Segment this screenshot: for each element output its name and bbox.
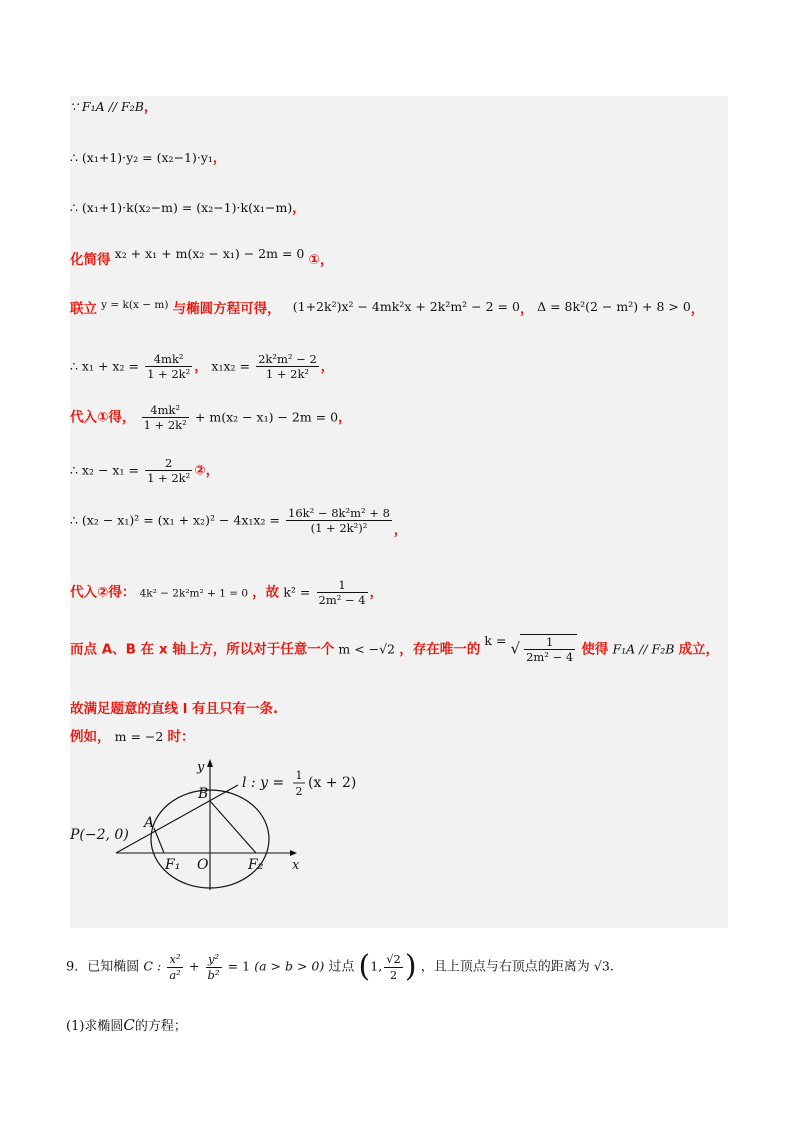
label-a: A bbox=[144, 815, 155, 831]
line-coef-num: 1 bbox=[295, 769, 303, 782]
label-f2: F₂ bbox=[248, 857, 264, 873]
math-square-prefix: ∴ (x₂ − x₁)² = (x₁ + x₂)² − 4x₁x₂ = bbox=[70, 512, 280, 528]
line-vieta: ∴ x₁ + x₂ = $\frac{\text{4mk²}}{\text{1 + 2k²}}$ ， x₁x₂ = $\frac{\text{2k²m² − 2}}{\text{1 + 2k²}}$ ， bbox=[70, 352, 334, 382]
math-sub1-rest: + m(x₂ − x₁) − 2m = 0 bbox=[194, 409, 339, 425]
line-parallel: ∵ F₁A // F₂B， bbox=[70, 99, 157, 115]
label-simplify: 化简得 bbox=[70, 252, 111, 268]
x-axis-arrow bbox=[290, 850, 297, 856]
frac-diff: $\frac{2}{\text{1 + 2k²}}$ bbox=[147, 456, 191, 486]
label-combine: 联立 bbox=[70, 301, 97, 317]
label-o: O bbox=[197, 857, 209, 873]
problem-number: 9．已知椭圆 bbox=[66, 959, 140, 975]
frac-sub1: $\frac{\text{4mk²}}{\text{1 + 2k²}}$ bbox=[143, 403, 187, 433]
frac-vieta-sum: $\frac{\text{4mk²}}{\text{1 + 2k²}}$ bbox=[147, 352, 191, 382]
math-line-eq: y = k(x − m) bbox=[101, 299, 169, 311]
frac-k: $\frac{1}{\text{2m² − 4}}$ bbox=[526, 635, 574, 665]
segment-f2b bbox=[210, 801, 256, 853]
line-final bbox=[70, 703, 278, 717]
frac-x2a2: $\frac{\text{x²}}{\text{a²}}$ bbox=[169, 952, 181, 982]
text-conclusion-b: ，存在唯一的 bbox=[399, 641, 481, 658]
line-sub1: 代入①得， $\frac{\text{4mk²}}{\text{1 + 2k²}}$ + m(x₂ − x₁) − 2m = 0， bbox=[70, 403, 352, 433]
part1-c: C bbox=[123, 1016, 135, 1034]
problem-9-part1 bbox=[66, 1018, 187, 1033]
text-final: 故满足题意的直线 l 有且只有一条. bbox=[70, 701, 279, 717]
math-quadratic: (1+2k²)x² − 4mk²x + 2k²m² − 2 = 0 bbox=[292, 299, 520, 314]
frac-vieta-prod: $\frac{\text{2k²m² − 2}}{\text{1 + 2k²}}$ bbox=[258, 352, 317, 382]
label-example: 例如， bbox=[70, 729, 111, 745]
part1-end: 的方程； bbox=[134, 1019, 187, 1034]
frac-y2b2: $\frac{\text{y²}}{\text{b²}}$ bbox=[207, 952, 220, 982]
ellipse-diagram bbox=[70, 755, 370, 895]
ellipse-c-label: C : bbox=[143, 958, 162, 974]
line-substitute-k: ∴ (x₁+1)·k(x₂−m) = (x₂−1)·k(x₁−m)， bbox=[70, 200, 306, 216]
y-axis-arrow bbox=[207, 759, 213, 767]
radical-sign: √ bbox=[510, 639, 521, 658]
line-simplify bbox=[70, 246, 334, 268]
line-cross: ∴ (x₁+1)·y₂ = (x₂−1)·y₁， bbox=[70, 150, 226, 166]
distance: √3 bbox=[593, 958, 610, 974]
math-parallel: ∵ F₁A // F₂B bbox=[70, 99, 144, 114]
math-k2-lhs: k² = bbox=[283, 584, 311, 600]
math-k-lhs: k = bbox=[484, 633, 507, 649]
math-simplify: x₂ + x₁ + m(x₂ − x₁) − 2m = 0 bbox=[114, 246, 305, 261]
math-diff-prefix: ∴ x₂ − x₁ = bbox=[70, 462, 139, 478]
line-diff bbox=[70, 456, 219, 486]
math-example: m = −2 bbox=[114, 729, 164, 744]
line-coef-den: 2 bbox=[295, 785, 303, 798]
mark-two: ②， bbox=[194, 462, 220, 479]
line-example bbox=[70, 731, 194, 745]
math-vec: F₁A // F₂B bbox=[612, 641, 675, 657]
mark-one: ①， bbox=[308, 252, 334, 268]
label-b: B bbox=[198, 786, 209, 802]
math-vieta-prefix: ∴ x₁ + x₂ = bbox=[70, 358, 139, 374]
text-conclusion-c: 使得 bbox=[581, 641, 609, 658]
problem-tail: ，且上顶点与右顶点的距离为 bbox=[420, 959, 590, 975]
text-conclusion-a: 而点 A、B 在 x 轴上方，所以对于任意一个 bbox=[70, 641, 335, 658]
frac-square: $\frac{\text{16k² − 8k²m² + 8}}{\text{(1 + 2k²)²}}$ bbox=[288, 506, 390, 536]
label-example-end: 时： bbox=[167, 729, 195, 745]
math-vieta-prod: x₁x₂ = bbox=[211, 358, 250, 374]
line-combine: 联立 $^{y = k(x - m)}$ 与椭圆方程可得， (1+2k²)x² − 4mk²x + 2k²m² − 2 = 0， Δ = 8k²(2 − m²) + 8 > 0， bbox=[70, 299, 704, 317]
label-p: P(−2, 0) bbox=[70, 827, 129, 843]
label-combine-mid: 与椭圆方程可得， bbox=[172, 301, 281, 317]
line-square: ∴ (x₂ − x₁)² = (x₁ + x₂)² − 4x₁x₂ = $\frac{\text{16k² − 8k²m² + 8}}{\text{(1 + 2k²)²}}$ ， bbox=[70, 506, 407, 539]
label-sub2-so: ，故 bbox=[252, 584, 280, 601]
problem-9: 9．已知椭圆 C : $\frac{\text{x²}}{\text{a²}}$ + $\frac{\text{y²}}{\text{b²}}$ = 1 (a > b > 0) 过点 (1, $\frac{√2}{2}$ ) ，且上顶点与右顶点的距离为 √3. bbox=[66, 949, 614, 984]
part1-text: (1)求椭圆 bbox=[66, 1019, 124, 1034]
math-cond: m < −√2 bbox=[338, 641, 396, 657]
line-l bbox=[116, 785, 238, 853]
segment-f1a bbox=[154, 828, 164, 853]
eq-one: = 1 bbox=[227, 958, 251, 974]
frac-k2: $\frac{1}{\text{2m² − 4}}$ bbox=[318, 578, 366, 608]
label-sub1: 代入①得， bbox=[70, 409, 136, 426]
math-delta: Δ = 8k²(2 − m²) + 8 > 0 bbox=[537, 299, 691, 314]
math-substitute-k: ∴ (x₁+1)·k(x₂−m) = (x₂−1)·k(x₁−m) bbox=[70, 200, 293, 215]
label-x: x bbox=[292, 858, 300, 873]
label-line-l: l : y = bbox=[242, 775, 285, 791]
line-rest: (x + 2) bbox=[308, 775, 357, 791]
text-conclusion-d: 成立， bbox=[678, 641, 720, 658]
label-y: y bbox=[197, 760, 205, 775]
point-x: 1, bbox=[370, 958, 383, 974]
frac-point-y: $\frac{√2}{2}$ bbox=[386, 952, 401, 982]
line-conclusion bbox=[70, 634, 719, 665]
label-f1: F₁ bbox=[165, 857, 181, 873]
condition: (a > b > 0) bbox=[254, 958, 325, 974]
math-sub2: 4k² − 2k²m² + 1 = 0 bbox=[139, 587, 249, 600]
label-sub2: 代入②得： bbox=[70, 584, 136, 601]
line-sub2: 代入②得： 4k² − 2k²m² + 1 = 0 ，故 k² = $\frac{1}{\text{2m² − 4}}$ ， bbox=[70, 578, 383, 608]
math-cross: ∴ (x₁+1)·y₂ = (x₂−1)·y₁ bbox=[70, 150, 213, 165]
pass-through: 过点 bbox=[328, 959, 355, 975]
plus-sign: + bbox=[188, 958, 200, 974]
